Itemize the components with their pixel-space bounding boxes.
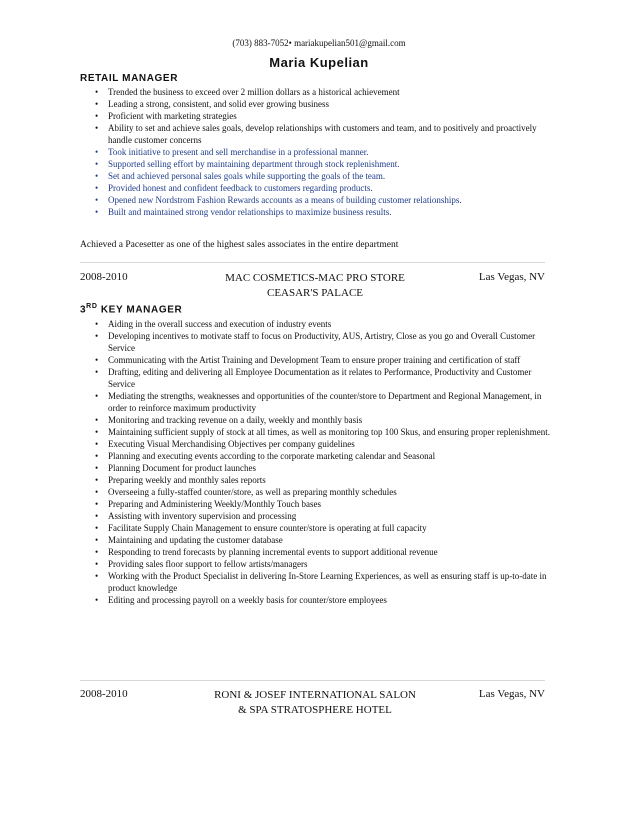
bullet-icon: • <box>95 159 99 169</box>
bullet-icon: • <box>95 523 99 533</box>
list-item: • Providing sales floor support to fellow artists/managers <box>95 559 308 569</box>
bullet-icon: • <box>95 87 99 97</box>
employer-name: RONI & JOSEF INTERNATIONAL SALON & SPA STRATOSPHERE HOTEL <box>214 689 416 716</box>
bullet-icon: • <box>95 487 99 497</box>
bullet-icon: • <box>95 171 99 181</box>
bullet-icon: • <box>95 111 99 121</box>
candidate-name: Maria Kupelian <box>269 55 369 70</box>
bullet-icon: • <box>95 367 99 377</box>
employer-name: MAC COSMETICS-MAC PRO STORE CEASAR'S PALACE <box>225 272 405 299</box>
list-item: • Took initiative to present and sell merchandise in a professional manner. <box>95 147 369 157</box>
list-item: • Assisting with inventory supervision and processing <box>95 511 297 521</box>
bullet-icon: • <box>95 595 99 605</box>
bullet-icon: • <box>95 439 99 449</box>
bullet-icon: • <box>95 391 99 401</box>
list-item: • Planning and executing events according to the corporate marketing calendar and Seasonal <box>95 451 436 461</box>
contact-line: (703) 883-7052• mariakupelian501@gmail.com <box>232 38 406 48</box>
list-item: • Opened new Nordstrom Fashion Rewards accounts as a means of building customer relationships. <box>95 195 462 205</box>
list-item: • Leading a strong, consistent, and solid ever growing business <box>95 99 329 109</box>
job-dates: 2008-2010 <box>80 688 128 700</box>
bullet-icon: • <box>95 475 99 485</box>
bullet-icon: • <box>95 427 99 437</box>
list-item: • Preparing and Administering Weekly/Monthly Touch bases <box>95 499 322 509</box>
section-divider <box>80 680 545 681</box>
job-dates: 2008-2010 <box>80 271 128 283</box>
bullet-icon: • <box>95 147 99 157</box>
bullet-icon: • <box>95 559 99 569</box>
list-item: • Executing Visual Merchandising Objectives per company guidelines <box>95 439 355 449</box>
list-item: • Provided honest and confident feedback to customers regarding products. <box>95 183 373 193</box>
list-item: • Maintaining sufficient supply of stock at all times, as well as monitoring top 100 Skus, and ensuring proper replenishment. <box>95 427 551 437</box>
list-item: • Set and achieved personal sales goals while supporting the goals of the team. <box>95 171 386 181</box>
bullet-icon: • <box>95 451 99 461</box>
retail-manager-heading: RETAIL MANAGER <box>80 73 179 84</box>
list-item: • Monitoring and tracking revenue on a daily, weekly and monthly basis <box>95 415 363 425</box>
list-item: • Developing incentives to motivate staff to focus on Productivity, AUS, Artistry, Close as you go and Overall Customer Service <box>95 331 536 353</box>
bullet-icon: • <box>95 331 99 341</box>
mac-bullet-list <box>92 318 552 606</box>
list-item: • Aiding in the overall success and execution of industry events <box>95 319 332 329</box>
list-item: • Proficient with marketing strategies <box>95 111 237 121</box>
list-item: • Drafting, editing and delivering all Employee Documentation as it relates to Performance, Productivity and Customer Service <box>95 367 532 389</box>
bullet-icon: • <box>95 535 99 545</box>
list-item: • Preparing weekly and monthly sales reports <box>95 475 266 485</box>
bullet-icon: • <box>95 207 99 217</box>
bullet-icon: • <box>95 499 99 509</box>
list-item: • Communicating with the Artist Training and Development Team to ensure proper training and certification of staff <box>95 355 521 365</box>
list-item: • Responding to trend forecasts by planning incremental events to support additional revenue <box>95 547 438 557</box>
list-item: • Trended the business to exceed over 2 million dollars as a historical achievement <box>95 87 400 97</box>
retail-bullet-list <box>92 86 552 218</box>
list-item: • Overseeing a fully-staffed counter/store, as well as preparing monthly schedules <box>95 487 397 497</box>
list-item: • Planning Document for product launches <box>95 463 256 473</box>
list-item: • Working with the Product Specialist in delivering In-Store Learning Experiences, as well as ensuring staff is up-to-date in product knowledge <box>95 571 547 593</box>
bullet-icon: • <box>95 571 99 581</box>
list-item: • Editing and processing payroll on a weekly basis for counter/store employees <box>95 595 387 605</box>
bullet-icon: • <box>95 415 99 425</box>
list-item: • Mediating the strengths, weaknesses and opportunities of the counter/store to Department and Regional Management, in order to reinforce maximum productivity <box>95 391 542 413</box>
achievement-line: Achieved a Pacesetter as one of the highest sales associates in the entire department <box>80 240 399 250</box>
bullet-icon: • <box>95 319 99 329</box>
list-item: • Supported selling effort by maintaining department through stock replenishment. <box>95 159 400 169</box>
list-item: • Ability to set and achieve sales goals, develop relationships with customers and team, and to positively and proactively handle customer concerns <box>95 123 537 145</box>
bullet-icon: • <box>95 547 99 557</box>
bullet-icon: • <box>95 183 99 193</box>
list-item: • Built and maintained strong vendor relationships to maximize business results. <box>95 207 392 217</box>
bullet-icon: • <box>95 123 99 133</box>
key-manager-heading: 3RD KEY MANAGER <box>80 303 183 316</box>
bullet-icon: • <box>95 463 99 473</box>
list-item: • Facilitate Supply Chain Management to ensure counter/store is operating at full capacity <box>95 523 427 533</box>
bullet-icon: • <box>95 355 99 365</box>
bullet-icon: • <box>95 195 99 205</box>
bullet-icon: • <box>95 99 99 109</box>
list-item: • Maintaining and updating the customer database <box>95 535 283 545</box>
bullet-icon: • <box>95 511 99 521</box>
job-location: Las Vegas, NV <box>478 271 545 283</box>
job-location: Las Vegas, NV <box>478 688 545 700</box>
section-divider <box>80 262 545 263</box>
